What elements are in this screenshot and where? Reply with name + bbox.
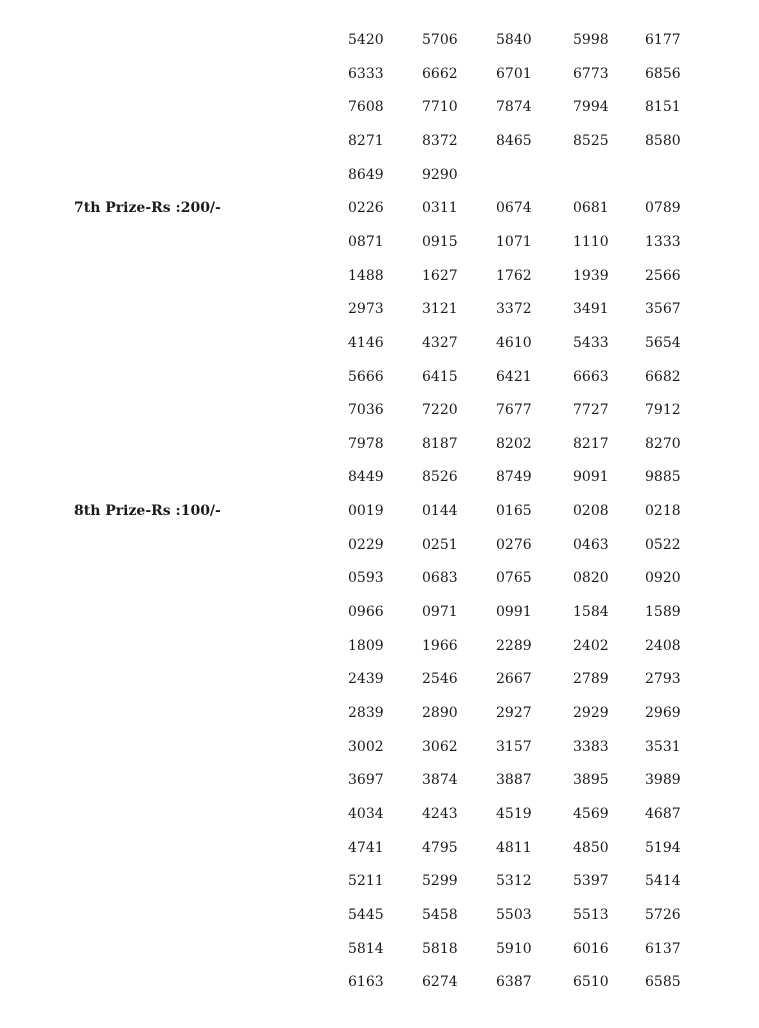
- winning-number: 6016: [573, 940, 609, 957]
- winning-number: 8187: [422, 435, 458, 452]
- winning-number: 1071: [496, 233, 532, 250]
- winning-number: 6387: [496, 974, 532, 991]
- winning-number: 8151: [645, 99, 681, 116]
- winning-number: 5312: [496, 873, 532, 890]
- winning-number: 0144: [422, 503, 458, 520]
- result-row: [0, 804, 759, 838]
- result-row: [0, 703, 759, 737]
- winning-number: 4519: [496, 805, 532, 822]
- winning-number: 5513: [573, 906, 609, 923]
- winning-number: 8526: [422, 469, 458, 486]
- winning-number: 5503: [496, 906, 532, 923]
- winning-number: 1333: [645, 233, 681, 250]
- winning-number: 5420: [348, 32, 384, 48]
- winning-number: 6137: [645, 940, 681, 957]
- winning-number: 8217: [573, 435, 609, 452]
- winning-number: 3989: [645, 772, 681, 789]
- winning-number: 3372: [496, 301, 532, 318]
- winning-number: 1110: [573, 233, 609, 250]
- winning-number: 1809: [348, 637, 384, 654]
- winning-number: 7994: [573, 99, 609, 116]
- winning-number: 0218: [645, 503, 681, 520]
- winning-number: 6421: [496, 368, 532, 385]
- result-row: [0, 198, 759, 232]
- winning-number: 3002: [348, 738, 384, 755]
- winning-number: 7978: [348, 435, 384, 452]
- winning-number: 4795: [422, 839, 458, 856]
- winning-number: 4569: [573, 805, 609, 822]
- result-row: [0, 501, 759, 535]
- winning-number: 0789: [645, 200, 681, 217]
- winning-number: 6415: [422, 368, 458, 385]
- winning-number: 4610: [496, 334, 532, 351]
- winning-number: 4687: [645, 805, 681, 822]
- result-row: [0, 165, 759, 199]
- winning-number: 0019: [348, 503, 384, 520]
- winning-number: 5299: [422, 873, 458, 890]
- winning-number: 3383: [573, 738, 609, 755]
- winning-number: 2439: [348, 671, 384, 688]
- winning-number: 6662: [422, 65, 458, 82]
- winning-number: 2793: [645, 671, 681, 688]
- winning-number: 5433: [573, 334, 609, 351]
- winning-number: 0251: [422, 536, 458, 553]
- winning-number: 5818: [422, 940, 458, 957]
- winning-number: 0226: [348, 200, 384, 217]
- winning-number: 1627: [422, 267, 458, 284]
- winning-number: 4811: [496, 839, 532, 856]
- winning-number: 1589: [645, 604, 681, 620]
- winning-number: 3567: [645, 301, 681, 318]
- winning-number: 6682: [645, 368, 681, 385]
- winning-number: 7912: [645, 402, 681, 419]
- winning-number: 7608: [348, 99, 384, 116]
- winning-number: 7677: [496, 402, 532, 419]
- winning-number: 5666: [348, 368, 384, 385]
- winning-number: 0165: [496, 503, 532, 520]
- winning-number: 6585: [645, 974, 681, 991]
- winning-number: 4741: [348, 839, 384, 856]
- result-row: [0, 97, 759, 131]
- winning-number: 1584: [573, 604, 609, 620]
- winning-number: 0971: [422, 604, 458, 620]
- winning-number: 0681: [573, 200, 609, 217]
- result-row: [0, 737, 759, 771]
- winning-number: 0915: [422, 233, 458, 250]
- winning-number: 1488: [348, 267, 384, 284]
- winning-number: 0765: [496, 570, 532, 587]
- winning-number: 5445: [348, 906, 384, 923]
- result-row: [0, 905, 759, 939]
- prize-category-label: 7th Prize-Rs :200/-: [74, 200, 221, 217]
- result-row: [0, 535, 759, 569]
- winning-number: 7036: [348, 402, 384, 419]
- winning-number: 9885: [645, 469, 681, 486]
- winning-number: 4243: [422, 805, 458, 822]
- winning-number: 5211: [348, 873, 384, 890]
- winning-number: 0593: [348, 570, 384, 587]
- result-row: [0, 434, 759, 468]
- winning-number: 5194: [645, 839, 681, 856]
- winning-number: 8525: [573, 132, 609, 149]
- winning-number: 4034: [348, 805, 384, 822]
- winning-number: 0871: [348, 233, 384, 250]
- winning-number: 2546: [422, 671, 458, 688]
- prize-category-label: 8th Prize-Rs :100/-: [74, 503, 221, 520]
- winning-number: 6856: [645, 65, 681, 82]
- winning-number: 8271: [348, 132, 384, 149]
- result-row: [0, 770, 759, 804]
- winning-number: 9290: [422, 166, 458, 183]
- winning-number: 6177: [645, 32, 681, 48]
- result-row: [0, 467, 759, 501]
- winning-number: 0966: [348, 604, 384, 620]
- winning-number: 0311: [422, 200, 458, 217]
- result-row: [0, 232, 759, 266]
- winning-number: 2927: [496, 705, 532, 721]
- result-row: [0, 602, 759, 636]
- winning-number: 0674: [496, 200, 532, 217]
- winning-number: 5726: [645, 906, 681, 923]
- result-row: [0, 400, 759, 434]
- winning-number: 1762: [496, 267, 532, 284]
- winning-number: 7727: [573, 402, 609, 419]
- winning-number: 0920: [645, 570, 681, 587]
- result-row: [0, 30, 759, 64]
- winning-number: 5458: [422, 906, 458, 923]
- result-row: [0, 367, 759, 401]
- result-row: [0, 266, 759, 300]
- winning-number: 0683: [422, 570, 458, 587]
- winning-number: 2402: [573, 637, 609, 654]
- winning-number: 7710: [422, 99, 458, 116]
- winning-number: 2408: [645, 637, 681, 654]
- winning-number: 3491: [573, 301, 609, 318]
- winning-number: 3121: [422, 301, 458, 318]
- winning-number: 3062: [422, 738, 458, 755]
- winning-number: 8372: [422, 132, 458, 149]
- result-row: [0, 568, 759, 602]
- winning-number: 1966: [422, 637, 458, 654]
- winning-number: 8580: [645, 132, 681, 149]
- winning-number: 0522: [645, 536, 681, 553]
- winning-number: 3697: [348, 772, 384, 789]
- winning-number: 6163: [348, 974, 384, 991]
- winning-number: 0229: [348, 536, 384, 553]
- winning-number: 5910: [496, 940, 532, 957]
- winning-number: 2667: [496, 671, 532, 688]
- winning-number: 0276: [496, 536, 532, 553]
- winning-number: 0820: [573, 570, 609, 587]
- winning-number: 2929: [573, 705, 609, 721]
- winning-number: 6333: [348, 65, 384, 82]
- winning-number: 8649: [348, 166, 384, 183]
- winning-number: 7874: [496, 99, 532, 116]
- winning-number: 3895: [573, 772, 609, 789]
- winning-number: 5397: [573, 873, 609, 890]
- result-row: [0, 669, 759, 703]
- winning-number: 3874: [422, 772, 458, 789]
- winning-number: 8202: [496, 435, 532, 452]
- winning-number: 3157: [496, 738, 532, 755]
- winning-number: 8270: [645, 435, 681, 452]
- result-row: [0, 333, 759, 367]
- winning-number: 6773: [573, 65, 609, 82]
- winning-number: 3531: [645, 738, 681, 755]
- winning-number: 6663: [573, 368, 609, 385]
- winning-number: 9091: [573, 469, 609, 486]
- winning-number: 5840: [496, 32, 532, 48]
- winning-number: 5998: [573, 32, 609, 48]
- winning-number: 7220: [422, 402, 458, 419]
- winning-number: 5654: [645, 334, 681, 351]
- winning-number: 6274: [422, 974, 458, 991]
- winning-number: 2890: [422, 705, 458, 721]
- winning-number: 4146: [348, 334, 384, 351]
- winning-number: 4327: [422, 334, 458, 351]
- winning-number: 2566: [645, 267, 681, 284]
- result-row: [0, 871, 759, 905]
- winning-number: 8465: [496, 132, 532, 149]
- winning-number: 3887: [496, 772, 532, 789]
- result-row: [0, 939, 759, 973]
- result-row: [0, 838, 759, 872]
- winning-number: 1939: [573, 267, 609, 284]
- winning-number: 5414: [645, 873, 681, 890]
- winning-number: 5706: [422, 32, 458, 48]
- result-row: [0, 636, 759, 670]
- winning-number: 4850: [573, 839, 609, 856]
- winning-number: 0991: [496, 604, 532, 620]
- result-row: [0, 972, 759, 1006]
- winning-number: 0208: [573, 503, 609, 520]
- winning-number: 8749: [496, 469, 532, 486]
- winning-number: 6510: [573, 974, 609, 991]
- winning-number: 2969: [645, 705, 681, 721]
- winning-number: 2789: [573, 671, 609, 688]
- winning-number: 5814: [348, 940, 384, 957]
- winning-number: 2973: [348, 301, 384, 318]
- winning-number: 6701: [496, 65, 532, 82]
- winning-number: 2839: [348, 705, 384, 721]
- result-row: [0, 64, 759, 98]
- winning-number: 8449: [348, 469, 384, 486]
- result-row: [0, 299, 759, 333]
- winning-number: 2289: [496, 637, 532, 654]
- result-row: [0, 131, 759, 165]
- winning-number: 0463: [573, 536, 609, 553]
